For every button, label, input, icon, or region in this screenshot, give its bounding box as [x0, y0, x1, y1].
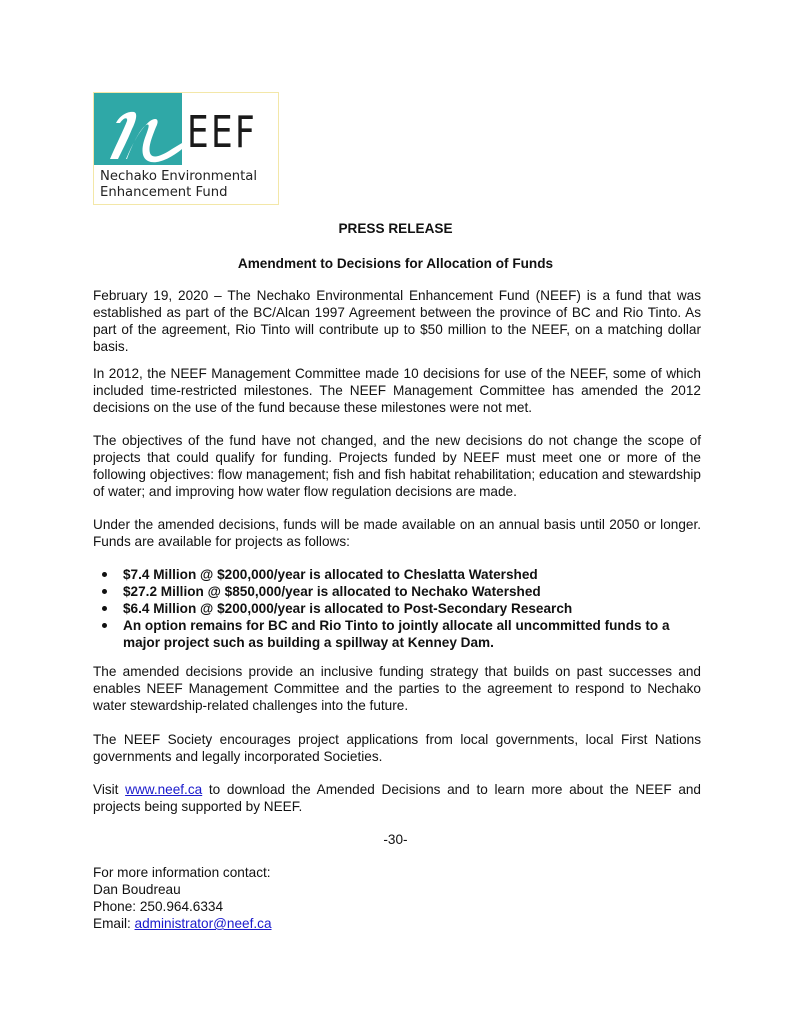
list-item [93, 566, 701, 583]
bullet-icon [102, 572, 107, 577]
phone-label: Phone: [93, 899, 140, 914]
contact-name: Dan Boudreau [93, 882, 181, 897]
website-link[interactable]: www.neef.ca [125, 782, 203, 797]
allocation-text: An option remains for BC and Rio Tinto to jointly allocate all uncommitted funds to a major project such as building a spillway at Kenney Dam. [123, 618, 670, 650]
bullet-icon [102, 606, 107, 611]
list-item [93, 583, 701, 600]
logo-mark [94, 93, 182, 165]
phone-number: 250.964.6334 [139, 899, 224, 914]
allocation-text: $6.4 Million @ $200,000/year is allocated to Post-Secondary Research [123, 601, 573, 616]
list-item [93, 617, 701, 651]
bullet-icon [102, 623, 107, 628]
history-paragraph: In 2012, the NEEF Management Committee made 10 decisions for use of the NEEF, some of which included time-restricted milestones. The NEEF Management Committee has amended the 2012 decisions on the use of the fund because these milestones were not met. [93, 366, 701, 415]
email-label: Email: [93, 916, 135, 931]
logo-subtitle-line2: Enhancement Fund [100, 185, 228, 200]
press-release-label: PRESS RELEASE [338, 221, 453, 236]
logo-wordmark: EEF [187, 107, 258, 158]
stylized-n-icon [94, 93, 182, 165]
contact-phone [93, 898, 493, 915]
allocation-list [93, 566, 701, 651]
intro-paragraph: February 19, 2020 – The Nechako Environmental Enhancement Fund (NEEF) is a fund that was established as part of the BC/Alcan 1997 Agreement between the province of BC and Rio Tinto. As part of the agreement, Rio Tinto will contribute up to $50 million to the NEEF, on a matching dollar basis. [93, 288, 701, 354]
funding-intro-paragraph: Under the amended decisions, funds will be made available on an annual basis until 2050 or longer. Funds are available for projects as follows: [93, 517, 701, 549]
email-link[interactable]: administrator@neef.ca [134, 916, 272, 931]
contact-block [93, 864, 493, 932]
website-paragraph [93, 781, 701, 815]
bullet-icon [102, 589, 107, 594]
objectives-paragraph: The objectives of the fund have not changed, and the new decisions do not change the scope of projects that could qualify for funding. Projects funded by NEEF must meet one or more of the following objectives: flow management; fish and fish habitat rehabilitation; education and stewardship of water; and improving how water flow regulation decisions are made. [93, 433, 701, 499]
contact-intro: For more information contact: [93, 865, 271, 880]
contact-email [93, 915, 493, 932]
logo-subtitle-line1: Nechako Environmental [100, 169, 258, 184]
visit-prefix: Visit [93, 782, 126, 797]
strategy-paragraph: The amended decisions provide an inclusive funding strategy that builds on past successes and enables NEEF Management Committee and the parties to the agreement to respond to Nechako water stewardship-related challenges into the future. [93, 664, 701, 713]
allocation-text: $7.4 Million @ $200,000/year is allocated to Cheslatta Watershed [123, 567, 538, 582]
allocation-text: $27.2 Million @ $850,000/year is allocated to Nechako Watershed [123, 584, 541, 599]
document-title: Amendment to Decisions for Allocation of Funds [237, 256, 554, 271]
society-paragraph: The NEEF Society encourages project applications from local governments, local First Nations governments and legally incorporated Societies. [93, 732, 701, 764]
neef-logo [93, 92, 279, 205]
list-item [93, 600, 701, 617]
visit-suffix: to download the Amended Decisions and to learn more about the NEEF and projects being supported by NEEF. [93, 782, 701, 814]
end-mark: -30- [383, 832, 408, 847]
